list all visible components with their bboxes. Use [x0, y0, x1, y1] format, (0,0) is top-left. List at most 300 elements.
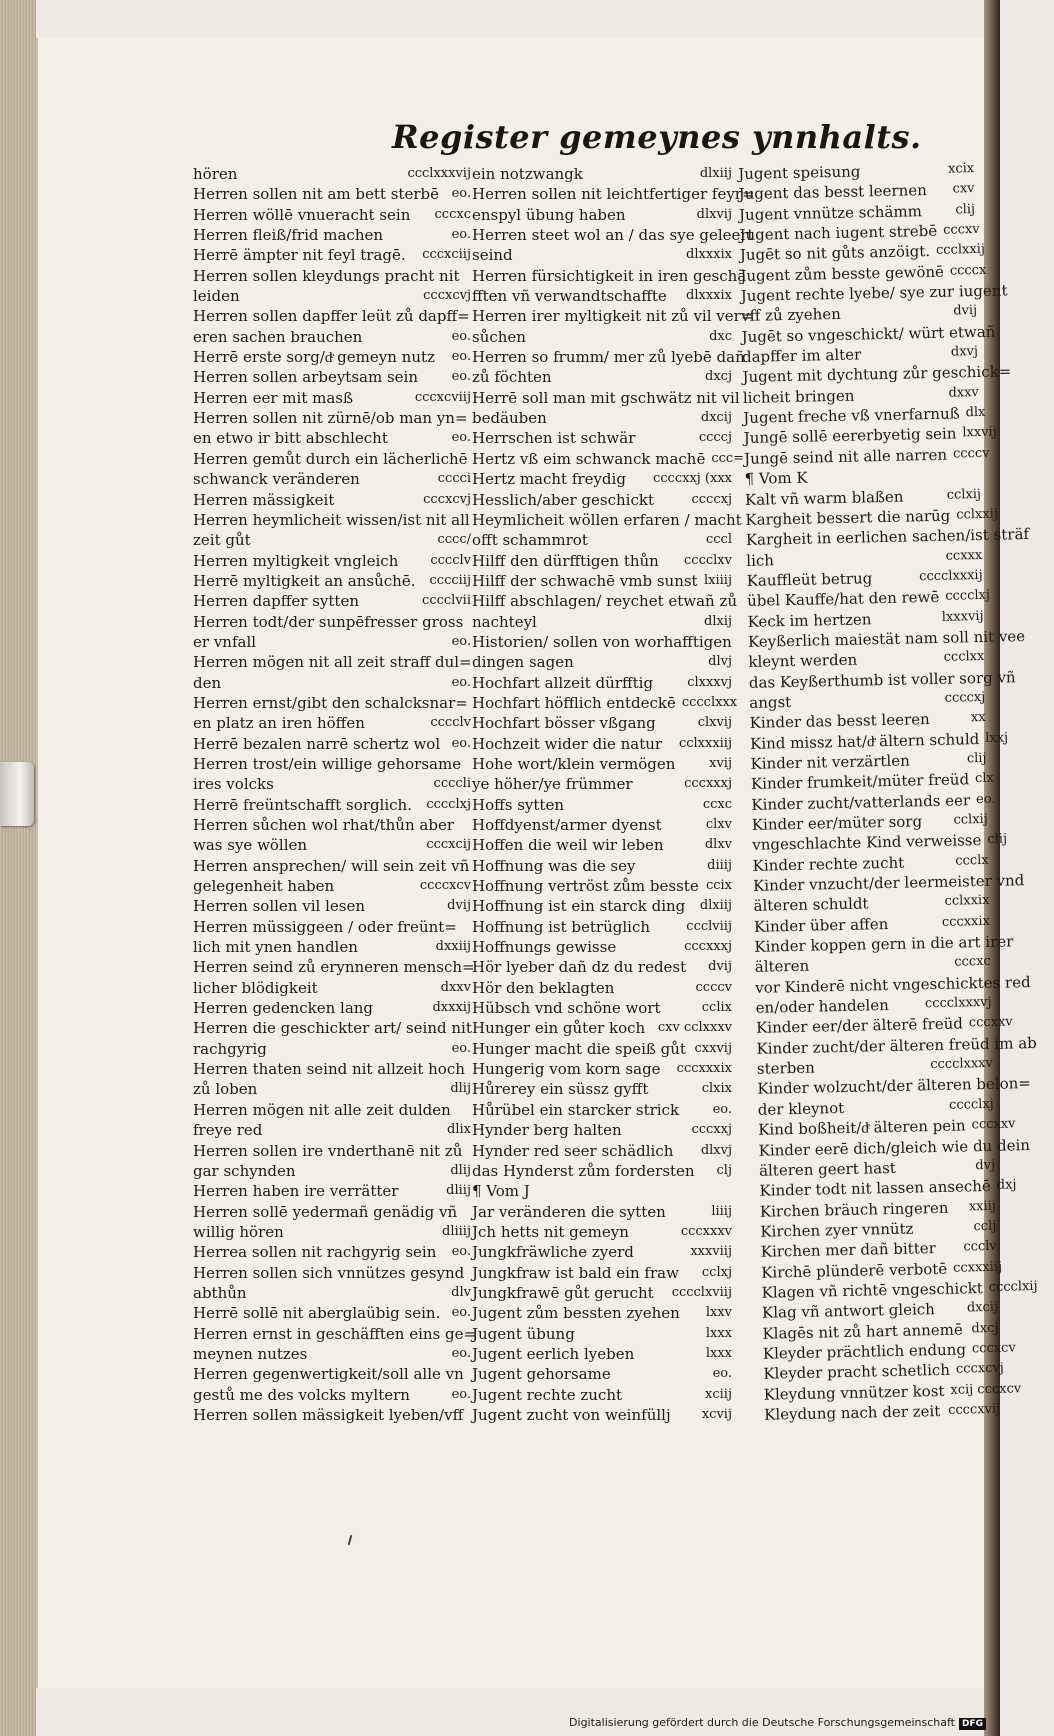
entry-folio: cccclxxxvj: [924, 994, 992, 1012]
entry-folio: cccclxj: [945, 588, 991, 604]
entry-folio: eo.: [451, 1386, 471, 1402]
entry-text: Kinder zucht/der älteren freüd im ab: [756, 1033, 1037, 1058]
index-entry: [193, 388, 471, 408]
index-entry: [472, 978, 732, 998]
entry-folio: clxv: [705, 817, 732, 832]
entry-text: Jugent mit dychtung zůr geschick=: [742, 362, 1012, 387]
entry-text: Kinder über affen: [753, 914, 889, 936]
entry-text: ye höher/ye frümmer: [472, 775, 633, 794]
entry-text: Historien/ sollen von worhafftigen: [472, 632, 732, 651]
entry-folio: cccxciij: [422, 247, 471, 263]
entry-folio: lxxxvij: [941, 608, 984, 625]
index-entry: [193, 1120, 471, 1140]
entry-text: der kleynot: [757, 1098, 845, 1119]
entry-folio: cccclxxx: [681, 694, 738, 710]
entry-folio: [974, 464, 980, 484]
index-entry: [472, 245, 732, 265]
entry-folio: cccci: [437, 471, 471, 487]
entry-text: gestů me des volcks myltern: [193, 1385, 410, 1404]
entry-text: Herren heymlicheit wissen/ist nit all: [193, 510, 470, 529]
entry-folio: dxxiij: [435, 939, 471, 955]
entry-folio: eo.: [451, 227, 471, 243]
entry-text: ein notzwangk: [472, 165, 583, 183]
index-entry: [472, 896, 732, 916]
entry-text: Kleydung nach der zeit: [764, 1402, 941, 1424]
entry-text: Kind boßheit/dͤ älteren pein: [758, 1116, 966, 1139]
entry-folio: cccxxxv: [680, 1223, 732, 1239]
entry-text: Hoffnung was die sey: [472, 856, 636, 875]
entry-text: Hoffnungs gewisse: [472, 938, 617, 957]
entry-text: Herren ernst/gibt den schalcksnar=: [193, 693, 468, 712]
entry-text: Kalt vñ warm blaßen: [744, 487, 904, 509]
entry-folio: cclxj: [701, 1264, 732, 1280]
entry-text: Herren sollen kleydungs pracht nit: [193, 266, 460, 285]
entry-folio: ccccli: [433, 776, 471, 792]
index-entry: [472, 1283, 732, 1303]
entry-folio: xxiij: [968, 1198, 997, 1214]
entry-folio: eo.: [451, 633, 471, 649]
entry-folio: [1013, 931, 1019, 951]
index-entry: [193, 591, 471, 611]
entry-text: übel Kauffe/hat den rewē: [746, 588, 940, 611]
index-entry: [193, 896, 471, 916]
index-entry: [193, 1018, 471, 1038]
page-stack-edge: [0, 0, 36, 1736]
entry-text: enspyl übung haben: [472, 205, 626, 224]
entry-text: Hoffdyenst/armer dyenst: [472, 816, 662, 834]
index-entry: [472, 1324, 732, 1344]
entry-folio: cclix: [701, 1000, 732, 1016]
index-entry: [193, 1141, 471, 1161]
index-entry: [472, 652, 732, 672]
entry-folio: [465, 1263, 471, 1283]
entry-text: Herren sollen mässigkeit lyeben/vff: [193, 1405, 464, 1424]
entry-folio: dlxv: [704, 837, 732, 853]
entry-text: Herren ernst in geschäfften eins ge=: [193, 1324, 477, 1343]
index-entry: [193, 856, 471, 876]
index-entry: [472, 734, 732, 754]
entry-folio: clx: [974, 771, 994, 787]
entry-folio: ccclxxxvij: [407, 166, 471, 181]
index-entry: [472, 449, 745, 469]
entry-folio: cccclxxxij: [919, 567, 983, 585]
entry-folio: ccccxj: [691, 491, 732, 507]
entry-text: Herrē ämpter nit feyl tragē.: [193, 246, 406, 265]
index-entry: [193, 734, 471, 754]
index-entry: [193, 306, 471, 326]
index-entry: [193, 347, 471, 367]
entry-folio: cclxxxiij: [678, 735, 732, 751]
entry-folio: cccclxviij: [671, 1284, 732, 1300]
entry-text: en/oder handelen: [755, 996, 889, 1017]
index-entry: [193, 449, 471, 469]
entry-folio: [1037, 1033, 1043, 1053]
entry-text: Herren sollen vil lesen: [193, 897, 365, 916]
entry-folio: ccccv: [695, 979, 732, 995]
index-entry: [472, 1202, 732, 1222]
index-entry: [193, 1181, 471, 1201]
entry-text: Kinder frumkeit/müter freüd: [750, 770, 970, 794]
entry-text: Herrē myltigkeit an ansůchē.: [193, 571, 416, 590]
entry-folio: [737, 591, 743, 611]
entry-text: Jungkfräwliche zyerd: [472, 1243, 634, 1262]
index-entry: [193, 571, 471, 591]
entry-folio: lxxv: [705, 1305, 732, 1321]
entry-text: Jugent nach iugent strebē: [739, 221, 938, 245]
entry-folio: eo.: [451, 1040, 471, 1056]
entry-folio: [1024, 870, 1030, 890]
index-entry: [193, 1100, 471, 1120]
entry-text: ires volcks: [193, 775, 274, 794]
entry-text: Klagēs nit zů hart annemē: [762, 1320, 963, 1343]
entry-text: Herren sollen nit leichtfertiger feyr=: [472, 185, 755, 204]
entry-text: Hunger macht die speiß gůt: [472, 1039, 686, 1058]
entry-text: nachteyl: [472, 612, 537, 631]
entry-folio: eo.: [451, 1345, 471, 1361]
index-entry: [193, 1059, 471, 1079]
index-entry: [472, 428, 732, 448]
entry-folio: cccclxv: [684, 552, 732, 568]
page-heading: Register gemeynes ynnhalts.: [392, 118, 922, 156]
entry-folio: dlxxxix: [686, 288, 732, 304]
entry-folio: cccxc: [434, 206, 471, 222]
entry-folio: ccccxxj (xxx: [652, 471, 732, 487]
index-entry: [472, 1079, 732, 1099]
index-entry: [472, 184, 755, 204]
entry-folio: cclj: [973, 1218, 997, 1235]
index-entry: [472, 286, 732, 306]
entry-folio: dlxiij: [699, 166, 732, 181]
index-entry: [193, 1202, 471, 1222]
entry-folio: eo.: [451, 349, 471, 365]
entry-text: Herrē soll man mit gschwätz nit vil: [472, 388, 740, 407]
entry-text: leiden: [193, 287, 240, 306]
entry-text: Herren sůchen wol rhat/thůn aber: [193, 816, 454, 834]
entry-folio: cccxxv: [968, 1014, 1013, 1031]
entry-folio: eo.: [975, 791, 996, 807]
entry-folio: dlxiij: [699, 898, 732, 914]
entry-folio: ccccxcv: [419, 878, 471, 894]
entry-text: Jar veränderen die sytten: [472, 1202, 666, 1221]
index-entry: [472, 1263, 732, 1283]
entry-folio: cccclv: [430, 552, 471, 568]
index-entry: [472, 164, 732, 184]
entry-folio: ccclviij: [686, 918, 732, 934]
index-entry: [193, 225, 471, 245]
entry-text: zů loben: [193, 1080, 258, 1099]
entry-text: Herren wöllē vnueracht sein: [193, 205, 411, 224]
entry-text: dingen sagen: [472, 653, 574, 672]
entry-folio: dxj: [996, 1177, 1017, 1193]
entry-text: Hoffnung vertröst zům besste: [472, 877, 699, 896]
entry-text: bedäuben: [472, 409, 547, 428]
entry-folio: [465, 1202, 471, 1222]
entry-folio: cccxcvj: [955, 1360, 1004, 1377]
entry-folio: [465, 1059, 471, 1079]
entry-text: Herren myltigkeit vngleich: [193, 551, 399, 570]
entry-text: Herren eer mit masß: [193, 388, 353, 407]
index-entry: [193, 917, 471, 937]
entry-text: zů föchten: [472, 368, 552, 387]
entry-folio: [995, 321, 1001, 341]
index-entry: [193, 1405, 471, 1425]
index-entry: [193, 795, 471, 815]
index-entry: [193, 530, 471, 550]
entry-folio: dlvj: [708, 654, 732, 670]
entry-folio: cccxxxj: [684, 776, 732, 792]
entry-text: Kinder eerē dich/gleich wie du dein: [758, 1135, 1031, 1160]
entry-text: Hertz vß eim schwanck machē: [472, 449, 706, 468]
entry-text: Kargheit in eerlichen sachen/ist sträf: [745, 525, 1030, 550]
entry-text: Kinder koppen gern in die art irer: [754, 932, 1014, 956]
entry-text: Herren thaten seind nit allzeit hoch: [193, 1060, 465, 1079]
entry-text: Herren mögen nit all zeit straff dul=: [193, 653, 472, 672]
entry-text: Kinder wolzucht/der älteren belon=: [757, 1074, 1032, 1099]
entry-folio: dlxxxix: [686, 247, 732, 263]
entry-folio: eo.: [451, 1244, 471, 1260]
entry-folio: dlv: [451, 1284, 471, 1300]
index-entry: [472, 591, 738, 611]
entry-folio: dlx: [965, 404, 986, 421]
entry-text: Herren todt/der sunpēfresser gross: [193, 612, 464, 631]
entry-text: Jungē seind nit alle narren: [743, 445, 948, 468]
entry-text: freye red: [193, 1121, 263, 1140]
entry-folio: cccxcvj: [423, 491, 471, 507]
entry-text: Herren haben ire verrätter: [193, 1182, 399, 1201]
entry-text: Kinder eer/der älterē freüd: [755, 1014, 964, 1038]
entry-text: Herrē bezalen narrē schertz wol: [193, 734, 441, 753]
entry-text: Hynder berg halten: [472, 1121, 622, 1140]
index-entry: [193, 693, 471, 713]
entry-folio: cclxxij: [956, 506, 998, 523]
entry-text: Jugent freche vß vnerfarnuß: [743, 404, 960, 428]
index-entry: [193, 957, 475, 977]
index-entry: [472, 774, 732, 794]
entry-folio: [1025, 626, 1031, 646]
entry-text: älteren: [754, 957, 810, 977]
entry-folio: [1015, 667, 1021, 687]
entry-folio: xxxviij: [690, 1244, 732, 1260]
entry-folio: lxxx: [705, 1345, 732, 1361]
entry-text: Kinder rechte zucht: [752, 853, 905, 875]
index-entry: [472, 367, 732, 387]
entry-folio: xvij: [709, 755, 732, 771]
entry-folio: clij: [987, 831, 1008, 848]
index-entry: [193, 815, 471, 835]
entry-folio: dxxxij: [432, 1000, 471, 1016]
entry-text: Hoffnung ist ein starck ding: [472, 897, 686, 916]
entry-text: Kind missz hat/dͤ ältern schuld: [749, 729, 980, 753]
entry-text: fften vñ verwandtschaffte: [472, 287, 667, 306]
entry-folio: dxc: [709, 328, 732, 344]
entry-folio: ccccv: [952, 445, 990, 462]
entry-folio: ccccj: [698, 430, 732, 446]
entry-folio: xcij cccxcv: [950, 1380, 1022, 1398]
entry-folio: cxxvij: [694, 1040, 732, 1056]
entry-folio: cccclxxxv: [930, 1055, 994, 1073]
entry-text: Keck im hertzen: [747, 609, 872, 631]
entry-text: zeit gůt: [193, 531, 251, 550]
entry-text: en platz an iren höffen: [193, 714, 365, 733]
entry-text: Kleyder prächtlich endung: [762, 1340, 967, 1363]
entry-folio: eo.: [712, 1101, 732, 1117]
entry-text: vngeschlachte Kind verweisse: [752, 831, 982, 855]
index-entry: [193, 1385, 471, 1405]
entry-folio: ccxxx: [945, 547, 983, 564]
entry-folio: eo.: [451, 674, 471, 690]
entry-folio: cccc/: [437, 532, 471, 548]
entry-text: sůchen: [472, 327, 526, 346]
index-entry: [193, 713, 471, 733]
entry-text: Heymlicheit wöllen erfaren / macht: [472, 510, 742, 529]
index-entry: [472, 306, 754, 326]
index-entry: [472, 693, 738, 713]
index-column-2: [472, 164, 755, 1425]
entry-folio: cccxcv: [971, 1340, 1016, 1357]
entry-text: en etwo ir bitt abschlecht: [193, 429, 388, 448]
entry-folio: cclxxix: [944, 893, 990, 910]
entry-text: Herren sollē yedermañ genädig vñ: [193, 1202, 458, 1221]
index-entry: [472, 998, 732, 1018]
entry-text: Kinder vnzucht/der leermeister vnd: [752, 871, 1025, 895]
entry-text: Jch hetts nit gemeyn: [472, 1222, 629, 1241]
entry-text: Hoffnung ist betrüglich: [472, 917, 651, 936]
index-entry: [193, 754, 471, 774]
entry-text: Herren steet wol an / das sye geleert: [472, 226, 754, 245]
index-entry: [193, 205, 471, 225]
entry-text: Herren sollen nit am bett sterbē: [193, 185, 439, 204]
entry-folio: xciij: [705, 1386, 732, 1402]
index-entry: [472, 1385, 732, 1405]
entry-text: Herren mässigkeit: [193, 490, 335, 509]
index-entry: [472, 1222, 732, 1242]
index-entry: [472, 510, 742, 530]
entry-folio: liiij: [711, 1203, 732, 1219]
entry-text: Jungkfrawē gůt gerucht: [472, 1283, 654, 1302]
entry-text: meynen nutzes: [193, 1344, 308, 1363]
entry-text: Herren seind zů erynneren mensch=: [193, 958, 475, 977]
entry-folio: dxcij: [966, 1300, 999, 1316]
entry-text: Herrē sollē nit aberglaübig sein.: [193, 1304, 441, 1323]
entry-folio: dxvj: [950, 344, 979, 360]
entry-text: Klagen vñ richtē vngeschickt: [761, 1279, 983, 1302]
index-entry: [472, 469, 732, 489]
entry-text: Jugent übung: [472, 1324, 575, 1343]
entry-text: Kirchen bräuch ringeren: [759, 1198, 949, 1221]
index-entry: [472, 388, 740, 408]
entry-folio: [1031, 1073, 1037, 1093]
entry-folio: [465, 917, 471, 937]
index-entry: [472, 957, 732, 977]
entry-text: Kirchē plünderē verbotē: [761, 1259, 948, 1282]
index-entry: [193, 1242, 471, 1262]
entry-text: Hübsch vnd schöne wort: [472, 999, 661, 1018]
entry-text: Jugent zucht von weinfüllj: [472, 1405, 671, 1424]
entry-text: Hochfart allzeit dürfftig: [472, 673, 654, 692]
entry-folio: cccxxv: [971, 1116, 1016, 1133]
entry-folio: [726, 1181, 732, 1201]
index-entry: [193, 184, 471, 204]
entry-text: gar schynden: [193, 1161, 296, 1180]
entry-text: er vnfall: [193, 632, 257, 651]
entry-text: kleynt werden: [748, 650, 858, 672]
index-entry: [193, 266, 471, 286]
entry-folio: ccix: [705, 878, 732, 894]
entry-folio: ccxc: [702, 796, 732, 812]
entry-text: Jugent speisung: [738, 162, 861, 183]
entry-folio: eo.: [712, 1366, 732, 1382]
index-entry: [193, 1222, 471, 1242]
entry-text: Herren gegenwertigkeit/soll alle vn: [193, 1365, 464, 1384]
footer-credit: [569, 1716, 986, 1730]
index-column-1: [193, 164, 477, 1425]
entry-text: Herrea sollen nit rachgyrig sein: [193, 1243, 437, 1262]
entry-folio: [465, 754, 471, 774]
index-entry: [472, 815, 732, 835]
entry-text: Jugent rechte zucht: [472, 1385, 623, 1404]
entry-text: Kleydung vnnützer kost: [763, 1381, 945, 1404]
index-entry: [193, 998, 471, 1018]
entry-folio: cccxcvj: [423, 288, 471, 304]
index-entry: [472, 612, 732, 632]
entry-text: Jugent gehorsame: [472, 1365, 611, 1384]
entry-folio: ccc=: [711, 450, 745, 466]
entry-folio: cxv: [952, 181, 975, 197]
index-entry: [193, 652, 471, 672]
index-entry: [193, 367, 471, 387]
entry-text: Jugent zům besste gewönē: [740, 262, 945, 285]
entry-text: Hůrerey ein süssz gyfft: [472, 1080, 649, 1099]
entry-text: Jugent vnnütze schämm: [738, 201, 923, 224]
entry-text: Jungē sollē eererbyetig sein: [743, 424, 957, 448]
entry-folio: cxv cclxxxv: [657, 1020, 732, 1036]
index-entry: [472, 632, 732, 652]
entry-text: Klag vñ antwort gleich: [761, 1300, 936, 1322]
entry-folio: ccclxx: [943, 649, 985, 666]
entry-folio: cclxij: [946, 486, 982, 503]
entry-text: Hesslich/aber geschickt: [472, 490, 654, 509]
index-entry: [193, 286, 471, 306]
entry-folio: xx: [970, 710, 986, 726]
entry-text: Herren fürsichtigkeit in iren geschä: [472, 266, 747, 285]
index-entry: [193, 1344, 471, 1364]
entry-folio: [1029, 524, 1035, 544]
entry-folio: dlij: [450, 1081, 471, 1097]
entry-folio: ccccx: [949, 262, 987, 279]
entry-folio: [465, 1364, 471, 1384]
entry-folio: ccclv: [963, 1239, 997, 1255]
entry-text: gelegenheit haben: [193, 877, 335, 896]
entry-text: licher blödigkeit: [193, 978, 318, 997]
index-entry: [193, 510, 471, 530]
entry-folio: [1030, 1134, 1036, 1154]
index-entry: [193, 632, 471, 652]
entry-text: Hilff der schwachē vmb sunst: [472, 571, 698, 590]
entry-text: Kleyder pracht schetlich: [763, 1361, 951, 1384]
entry-folio: dlxvj: [700, 1142, 732, 1158]
index-entry: [193, 1263, 471, 1283]
index-entry: [472, 225, 754, 245]
dfg-logo: DFG: [959, 1718, 986, 1730]
index-entry: [472, 1181, 732, 1201]
index-entry: [193, 1039, 471, 1059]
entry-folio: dvij: [953, 303, 978, 319]
index-entry: [472, 327, 732, 347]
entry-folio: [465, 815, 471, 835]
entry-folio: dlij: [450, 1162, 471, 1178]
index-entry: [193, 428, 471, 448]
index-entry: [472, 1405, 732, 1425]
